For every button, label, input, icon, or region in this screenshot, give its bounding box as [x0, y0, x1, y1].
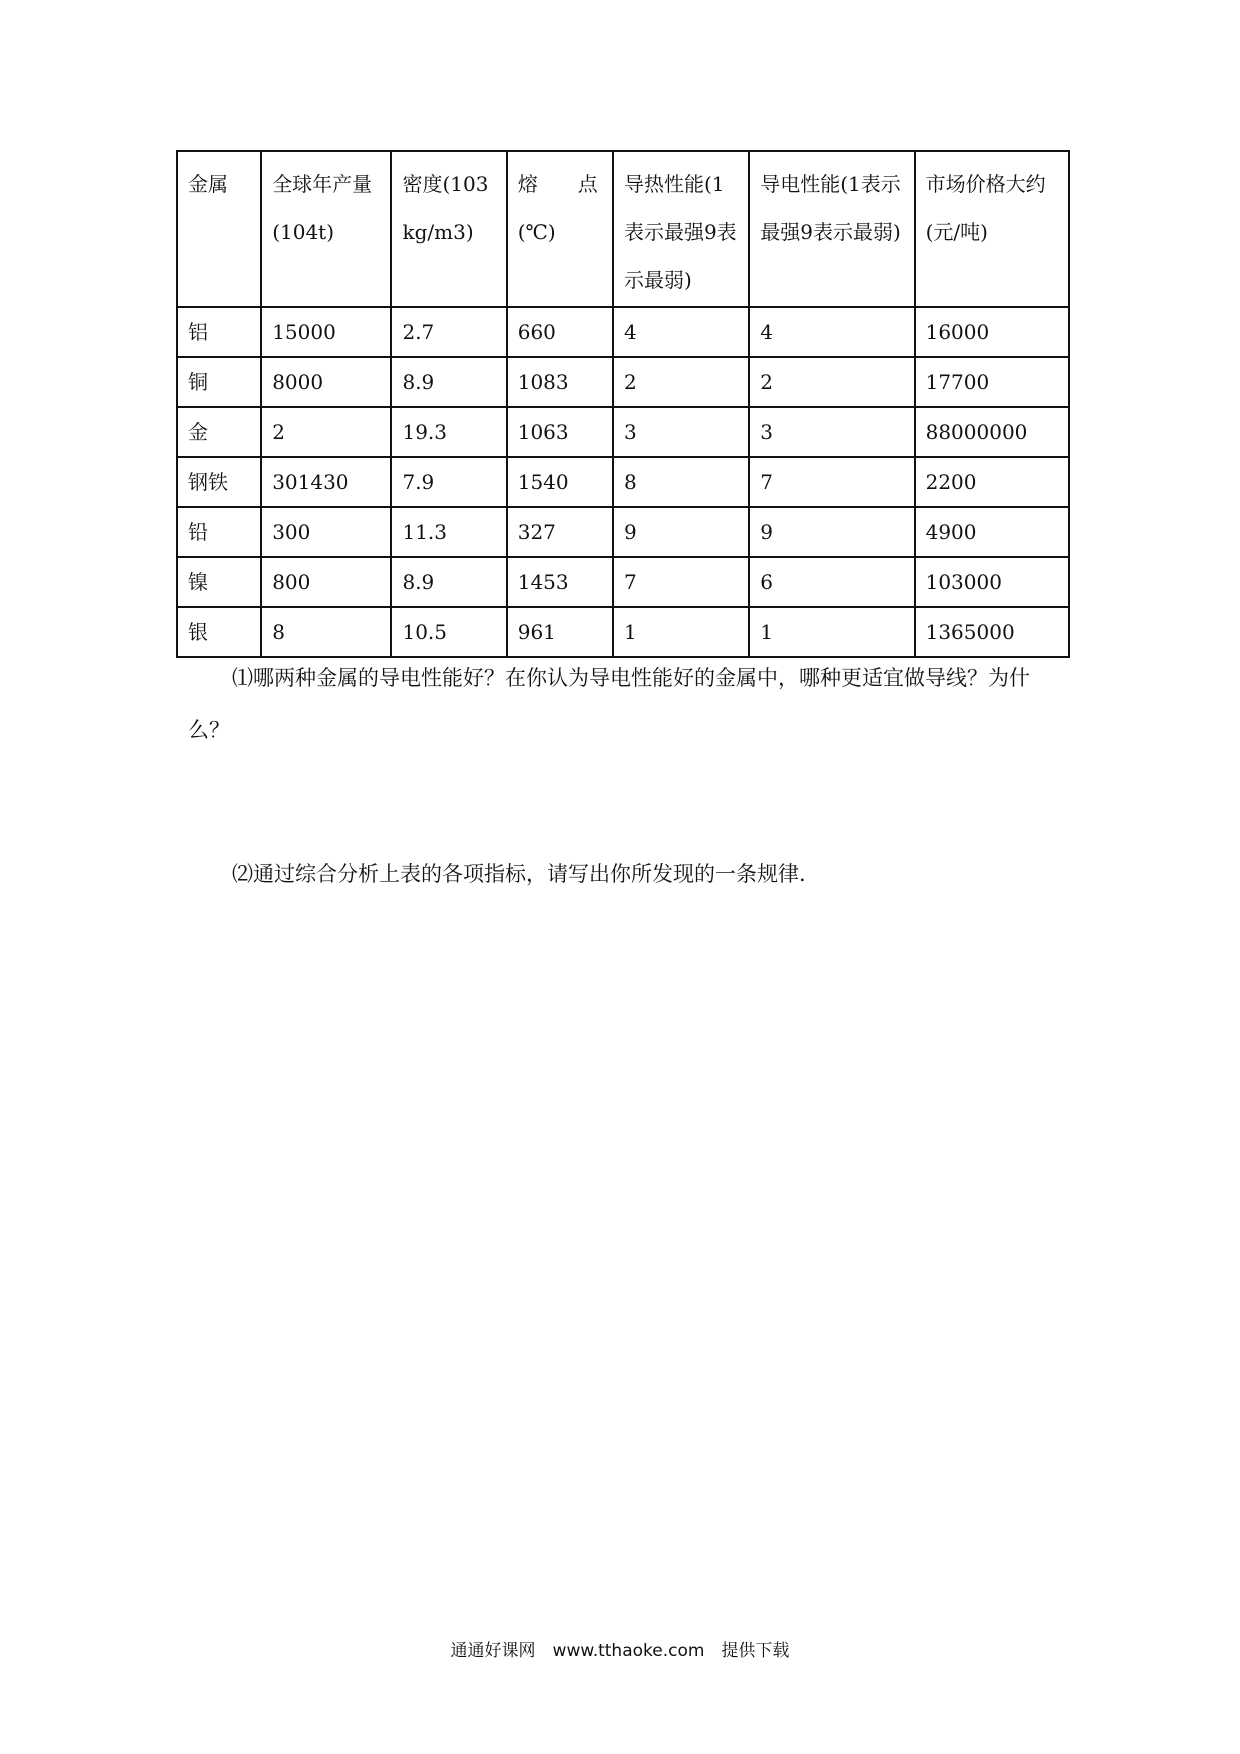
table-cell: 1	[613, 607, 749, 657]
table-cell: 961	[507, 607, 613, 657]
header-cell: 熔 点(℃)	[507, 151, 613, 307]
table-cell: 2	[613, 357, 749, 407]
header-cell: 金属	[177, 151, 261, 307]
table-cell: 8.9	[391, 557, 506, 607]
table-row	[177, 357, 1069, 407]
table-cell: 8000	[261, 357, 391, 407]
table-cell: 3	[749, 407, 914, 457]
table-row	[177, 507, 1069, 557]
table-cell: 4	[749, 307, 914, 357]
table-row	[177, 457, 1069, 507]
header-cell: 导电性能(1表示最强9表示最弱)	[749, 151, 914, 307]
table-cell: 9	[613, 507, 749, 557]
table-cell: 17700	[915, 357, 1069, 407]
table-cell: 2.7	[391, 307, 506, 357]
header-cell: 全球年产量(104t)	[261, 151, 391, 307]
table-cell: 8	[613, 457, 749, 507]
metal-properties-table	[176, 150, 1070, 658]
table-header-row	[177, 151, 1069, 307]
table-cell: 2	[749, 357, 914, 407]
table-cell: 103000	[915, 557, 1069, 607]
table-cell: 11.3	[391, 507, 506, 557]
table-cell: 7.9	[391, 457, 506, 507]
table-cell: 铅	[177, 507, 261, 557]
table-row	[177, 557, 1069, 607]
table-cell: 327	[507, 507, 613, 557]
table-row	[177, 407, 1069, 457]
table-cell: 8.9	[391, 357, 506, 407]
table-cell: 8	[261, 607, 391, 657]
table-cell: 19.3	[391, 407, 506, 457]
question-1: ⑴哪两种金属的导电性能好？在你认为导电性能好的金属中，哪种更适宜做导线？为什么？	[188, 666, 1030, 742]
table-row	[177, 607, 1069, 657]
table-cell: 1453	[507, 557, 613, 607]
table-cell: 铜	[177, 357, 261, 407]
table-cell: 2	[261, 407, 391, 457]
table-cell: 800	[261, 557, 391, 607]
table-cell: 4	[613, 307, 749, 357]
table-cell: 2200	[915, 457, 1069, 507]
table-cell: 301430	[261, 457, 391, 507]
table-cell: 4900	[915, 507, 1069, 557]
table-cell: 7	[613, 557, 749, 607]
header-cell: 密度(103 kg/m3)	[391, 151, 506, 307]
table-cell: 660	[507, 307, 613, 357]
table-cell: 1	[749, 607, 914, 657]
table-cell: 钢铁	[177, 457, 261, 507]
header-cell: 市场价格大约(元/吨)	[915, 151, 1069, 307]
table-cell: 金	[177, 407, 261, 457]
question-2: ⑵通过综合分析上表的各项指标，请写出你所发现的一条规律.	[232, 862, 806, 886]
table-cell: 3	[613, 407, 749, 457]
table-cell: 9	[749, 507, 914, 557]
table-cell: 7	[749, 457, 914, 507]
page-footer: 通通好课网 www.tthaoke.com 提供下载	[450, 1641, 790, 1661]
table-cell: 6	[749, 557, 914, 607]
table-cell: 1083	[507, 357, 613, 407]
table-cell: 银	[177, 607, 261, 657]
table-cell: 10.5	[391, 607, 506, 657]
table-cell: 88000000	[915, 407, 1069, 457]
table-cell: 15000	[261, 307, 391, 357]
header-cell: 导热性能(1表示最强9表示最弱)	[613, 151, 749, 307]
table-cell: 1063	[507, 407, 613, 457]
table-cell: 1540	[507, 457, 613, 507]
table-cell: 铝	[177, 307, 261, 357]
table-cell: 1365000	[915, 607, 1069, 657]
table-cell: 16000	[915, 307, 1069, 357]
table-row	[177, 307, 1069, 357]
table-cell: 300	[261, 507, 391, 557]
table-cell: 镍	[177, 557, 261, 607]
